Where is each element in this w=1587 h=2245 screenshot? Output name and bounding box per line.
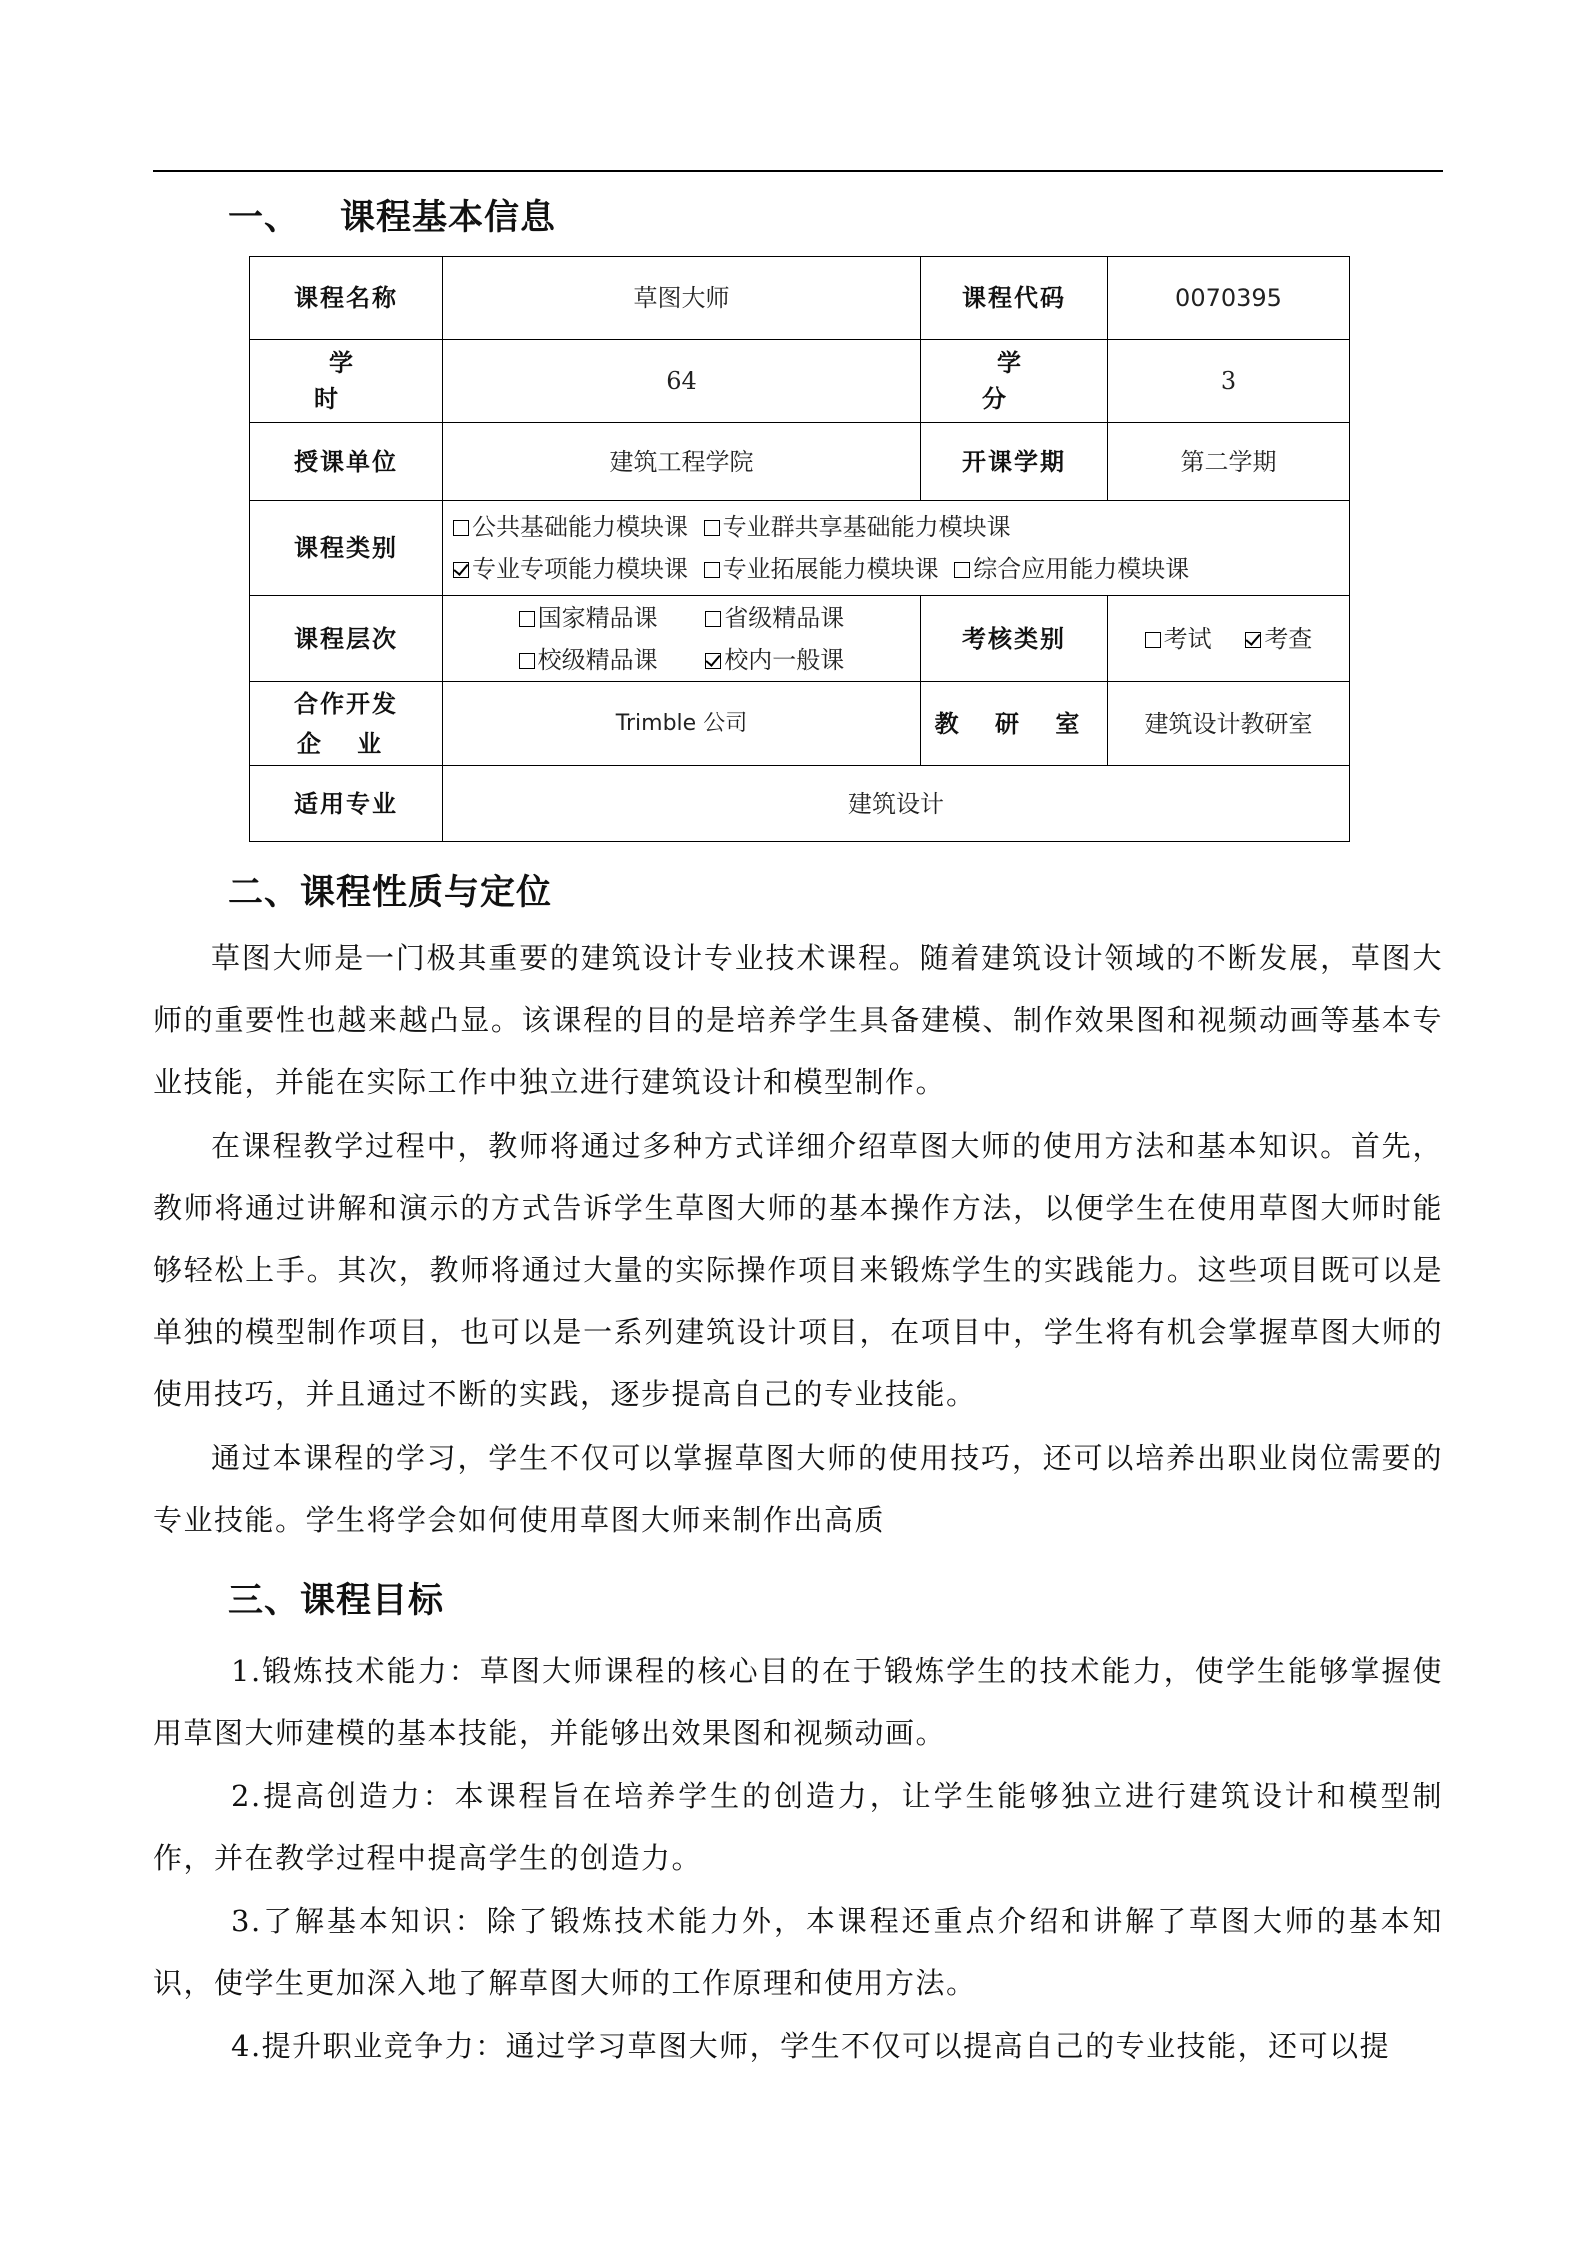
- level-options-line-1: [443, 597, 920, 639]
- course-info-table: [249, 256, 1350, 842]
- category-option[interactable]: [453, 506, 688, 548]
- section-2-paragraph-2: 在课程教学过程中，教师将通过多种方式详细介绍草图大师的使用方法和基本知识。首先，教师将通过讲解和演示的方式告诉学生草图大师的基本操作方法，以便学生在使用草图大师时能够轻松上手。其次，教师将通过大量的实际操作项目来锻炼学生的实践能力。这些项目既可以是单独的模型制作项目，也可以是一系列建筑设计项目，在项目中，学生将有机会掌握草图大师的使用技巧，并且通过不断的实践，逐步提高自己的专业技能。: [153, 1129, 1443, 1411]
- section-3-heading: 三、课程目标: [228, 1581, 445, 1621]
- level-option[interactable]: [519, 639, 658, 681]
- category-option-label: 综合应用能力模块课: [973, 555, 1190, 583]
- table-row: [250, 423, 1350, 501]
- level-option[interactable]: [519, 597, 658, 639]
- course-code-value: 0070395: [1108, 257, 1350, 340]
- checkbox-icon: [705, 611, 721, 627]
- semester-value: 第二学期: [1108, 423, 1350, 501]
- section-1-heading: [228, 190, 556, 240]
- checkbox-checked-icon: [705, 653, 721, 669]
- checkbox-checked-icon: [453, 562, 469, 578]
- unit-value: 建筑工程学院: [443, 423, 921, 501]
- category-options: [443, 501, 1350, 596]
- level-option-label: 省级精品课: [724, 603, 845, 632]
- section-3-goal-3: 3.了解基本知识：除了锻炼技术能力外，本课程还重点介绍和讲解了草图大师的基本知识，使学生更加深入地了解草图大师的工作原理和使用方法。: [153, 1904, 1443, 2000]
- partner-label: [250, 682, 443, 766]
- checkbox-icon: [1145, 632, 1161, 648]
- hours-value: 64: [443, 340, 921, 423]
- checkbox-icon: [704, 562, 720, 578]
- table-row: [250, 257, 1350, 340]
- category-option-label: 专业群共享基础能力模块课: [722, 513, 1011, 541]
- hours-label: [250, 340, 443, 423]
- category-option[interactable]: [453, 548, 688, 590]
- level-option[interactable]: [705, 597, 844, 639]
- office-value: 建筑设计教研室: [1108, 682, 1350, 766]
- category-options-line-2: [453, 548, 1349, 590]
- level-option[interactable]: [705, 639, 844, 681]
- checkbox-checked-icon: [1245, 632, 1261, 648]
- assessment-option[interactable]: [1145, 621, 1212, 657]
- table-row: [250, 766, 1350, 842]
- table-row: [250, 682, 1350, 766]
- category-option-label: 专业专项能力模块课: [472, 555, 688, 583]
- major-label: 适用专业: [250, 766, 443, 842]
- section-1-title: 课程基本信息: [340, 198, 557, 238]
- checkbox-icon: [954, 562, 970, 578]
- section-3-goal-2: 2.提高创造力：本课程旨在培养学生的创造力，让学生能够独立进行建筑设计和模型制作，并在教学过程中提高学生的创造力。: [153, 1779, 1443, 1875]
- category-option-label: 公共基础能力模块课: [472, 513, 688, 541]
- category-option-label: 专业拓展能力模块课: [722, 555, 939, 583]
- partner-value: Trimble 公司: [443, 682, 921, 766]
- table-row: [250, 596, 1350, 682]
- office-label-text: 教 研 室: [934, 709, 1094, 738]
- table-row: [250, 501, 1350, 596]
- course-name-value: 草图大师: [443, 257, 921, 340]
- category-options-line-1: [453, 506, 1349, 548]
- partner-label-line-2: 企 业: [296, 729, 396, 758]
- category-option[interactable]: [704, 548, 939, 590]
- level-options: [443, 596, 921, 682]
- header-rule: [153, 170, 1443, 172]
- major-value: 建筑设计: [443, 766, 1350, 842]
- level-option-label: 校级精品课: [537, 645, 658, 674]
- assessment-label: 考核类别: [921, 596, 1108, 682]
- assessment-option-label: 考查: [1264, 624, 1313, 653]
- section-1-number: 一、: [228, 198, 301, 238]
- level-option-label: 校内一般课: [724, 645, 845, 674]
- unit-label: 授课单位: [250, 423, 443, 501]
- course-code-label: 课程代码: [921, 257, 1108, 340]
- hours-label-text: 学 时: [314, 349, 393, 413]
- section-2-heading: 二、课程性质与定位: [228, 873, 553, 913]
- section-3-goal-4: 4.提升职业竞争力：通过学习草图大师，学生不仅可以提高自己的专业技能，还可以提: [231, 2029, 1391, 2063]
- category-option[interactable]: [704, 506, 1011, 548]
- section-3-goal-1: 1.锻炼技术能力：草图大师课程的核心目的在于锻炼学生的技术能力，使学生能够掌握使用草图大师建模的基本技能，并能够出效果图和视频动画。: [153, 1654, 1443, 1750]
- assessment-option-label: 考试: [1163, 624, 1212, 653]
- course-name-label: 课程名称: [250, 257, 443, 340]
- semester-label: 开课学期: [921, 423, 1108, 501]
- level-options-line-2: [443, 639, 920, 681]
- category-label: 课程类别: [250, 501, 443, 596]
- assessment-option[interactable]: [1245, 621, 1312, 657]
- section-2-paragraph-3: 通过本课程的学习，学生不仅可以掌握草图大师的使用技巧，还可以培养出职业岗位需要的专业技能。学生将学会如何使用草图大师来制作出高质: [153, 1441, 1443, 1537]
- category-option[interactable]: [954, 548, 1189, 590]
- partner-label-line-1: 合作开发: [294, 689, 398, 718]
- level-option-label: 国家精品课: [537, 603, 658, 632]
- checkbox-icon: [519, 653, 535, 669]
- assessment-options: [1108, 596, 1350, 682]
- checkbox-icon: [453, 520, 469, 536]
- office-label: [921, 682, 1108, 766]
- section-2-paragraph-1: 草图大师是一门极其重要的建筑设计专业技术课程。随着建筑设计领域的不断发展，草图大师的重要性也越来越凸显。该课程的目的是培养学生具备建模、制作效果图和视频动画等基本专业技能，并能在实际工作中独立进行建筑设计和模型制作。: [153, 941, 1443, 1099]
- credits-value: 3: [1108, 340, 1350, 423]
- checkbox-icon: [704, 520, 720, 536]
- level-label: 课程层次: [250, 596, 443, 682]
- credits-label: [921, 340, 1108, 423]
- checkbox-icon: [519, 611, 535, 627]
- table-row: [250, 340, 1350, 423]
- credits-label-text: 学 分: [982, 349, 1061, 413]
